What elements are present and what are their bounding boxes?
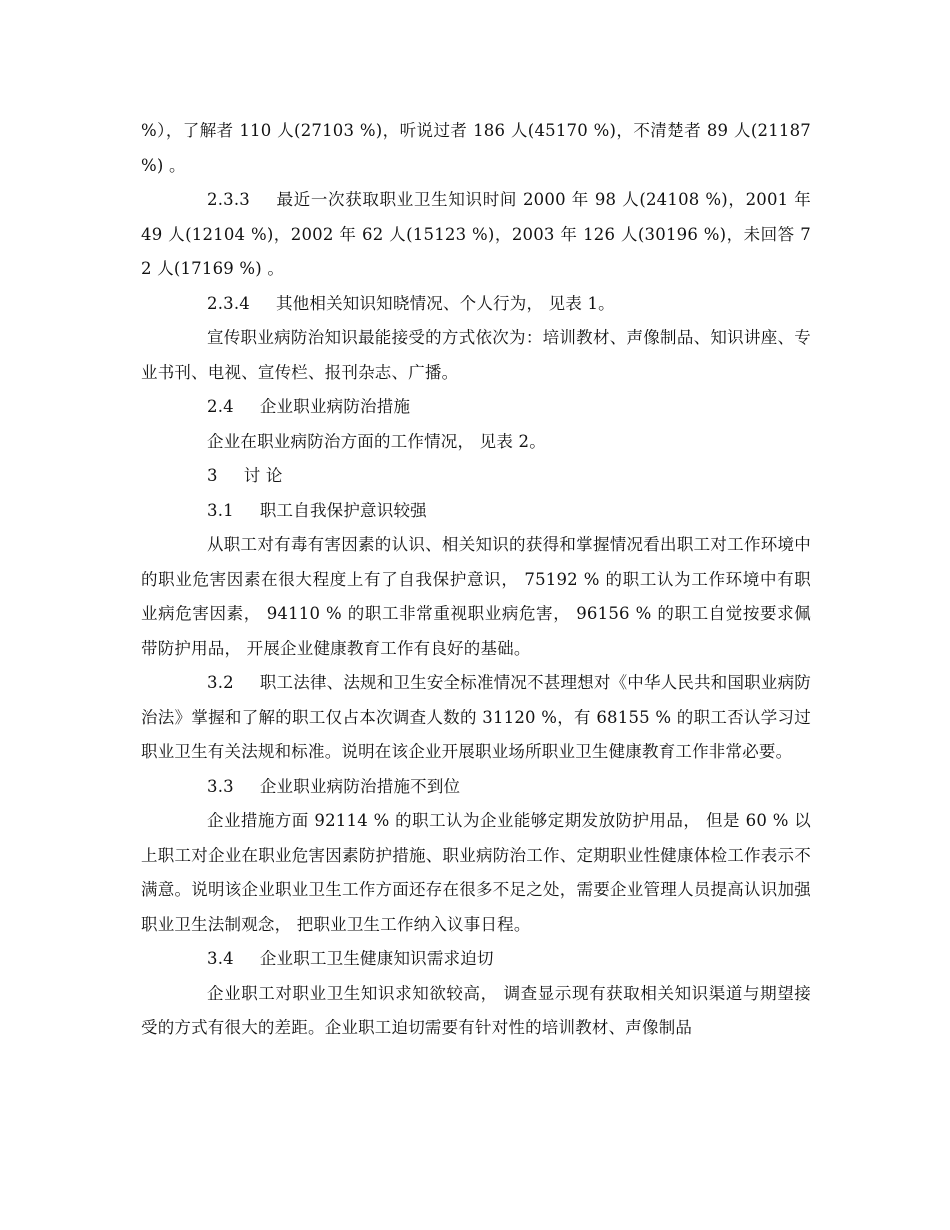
paragraph-2 bbox=[141, 183, 811, 287]
section-number-3-1: 3.1 bbox=[207, 500, 234, 520]
section-heading-3-1: 职工自我保护意识较强 bbox=[259, 500, 427, 520]
paragraph-8 bbox=[141, 494, 811, 529]
section-number-2-4: 2.4 bbox=[207, 397, 234, 416]
paragraph-3 bbox=[141, 287, 811, 322]
paragraph-13 bbox=[141, 942, 811, 977]
section-heading-3-4: 企业职工卫生健康知识需求迫切 bbox=[259, 949, 494, 968]
paragraph-1-text: %），了解者 110 人(27103 %)，听说过者 186 人(45170 %)，不清楚者 89 人(21187 %) 。 bbox=[141, 121, 811, 175]
paragraph-5 bbox=[141, 390, 811, 425]
section-number-2-3-3: 2.3.3 bbox=[207, 190, 250, 209]
section-heading-2-4: 企业职业病防治措施 bbox=[259, 397, 411, 416]
paragraph-10-text: 职工法律、法规和卫生安全标准情况不甚理想对《中华人民共和国职业病防治法》掌握和了解的职工仅占本次调查人数的 31120 %，有 68155 % 的职工否认学习过职业卫生有关法规和标准。说明在该企业开展职业场所职业卫生健康教育工作非常必要。 bbox=[141, 673, 811, 761]
section-heading-3: 讨 论 bbox=[243, 466, 283, 485]
paragraph-10 bbox=[141, 666, 811, 770]
paragraph-6-text: 企业在职业病防治方面的工作情况， 见表 2。 bbox=[207, 431, 546, 451]
section-number-3-3: 3.3 bbox=[207, 776, 234, 796]
paragraph-14 bbox=[141, 977, 811, 1046]
paragraph-9-text: 从职工对有毒有害因素的认识、相关知识的获得和掌握情况看出职工对工作环境中的职业危害因素在很大程度上有了自我保护意识， 75192 % 的职工认为工作环境中有职业病危害因素， 94110 % 的职工非常重视职业病危害， 96156 % 的职工自觉按要求佩带防护用品， 开展企业健康教育工作有良好的基础。 bbox=[141, 535, 811, 658]
paragraph-9 bbox=[141, 528, 811, 666]
paragraph-6 bbox=[141, 425, 811, 460]
section-number-3: 3 bbox=[207, 466, 218, 485]
paragraph-14-text: 企业职工对职业卫生知识求知欲较高， 调查显示现有获取相关知识渠道与期望接受的方式有很大的差距。企业职工迫切需要有针对性的培训教材、声像制品 bbox=[141, 983, 811, 1037]
section-number-2-3-4: 2.3.4 bbox=[207, 293, 250, 313]
paragraph-7 bbox=[141, 459, 811, 494]
section-heading-3-3: 企业职业病防治措施不到位 bbox=[259, 776, 461, 796]
paragraph-4-text: 宣传职业病防治知识最能接受的方式依次为：培训教材、声像制品、知识讲座、专业书刊、电视、宣传栏、报刊杂志、广播。 bbox=[141, 328, 811, 382]
paragraph-1 bbox=[141, 114, 811, 183]
section-number-3-2: 3.2 bbox=[207, 673, 234, 692]
paragraph-4 bbox=[141, 321, 811, 390]
document-body bbox=[141, 114, 811, 1046]
paragraph-11 bbox=[141, 770, 811, 805]
paragraph-3-text: 其他相关知识知晓情况、个人行为， 见表 1。 bbox=[275, 293, 615, 313]
paragraph-2-text: 最近一次获取职业卫生知识时间 2000 年 98 人(24108 %)，2001 年 49 人(12104 %)，2002 年 62 人(15123 %)，2003 年 126 人(30196 %)，未回答 72 人(17169 %) 。 bbox=[141, 190, 811, 278]
paragraph-12-text: 企业措施方面 92114 % 的职工认为企业能够定期发放防护用品， 但是 60 % 以上职工对企业在职业危害因素防护措施、职业病防治工作、定期职业性健康体检工作表示不满意。说明该企业职业卫生工作方面还存在很多不足之处，需要企业管理人员提高认识加强职业卫生法制观念， 把职业卫生工作纳入议事日程。 bbox=[141, 811, 811, 934]
section-number-3-4: 3.4 bbox=[207, 949, 234, 968]
paragraph-12 bbox=[141, 804, 811, 942]
